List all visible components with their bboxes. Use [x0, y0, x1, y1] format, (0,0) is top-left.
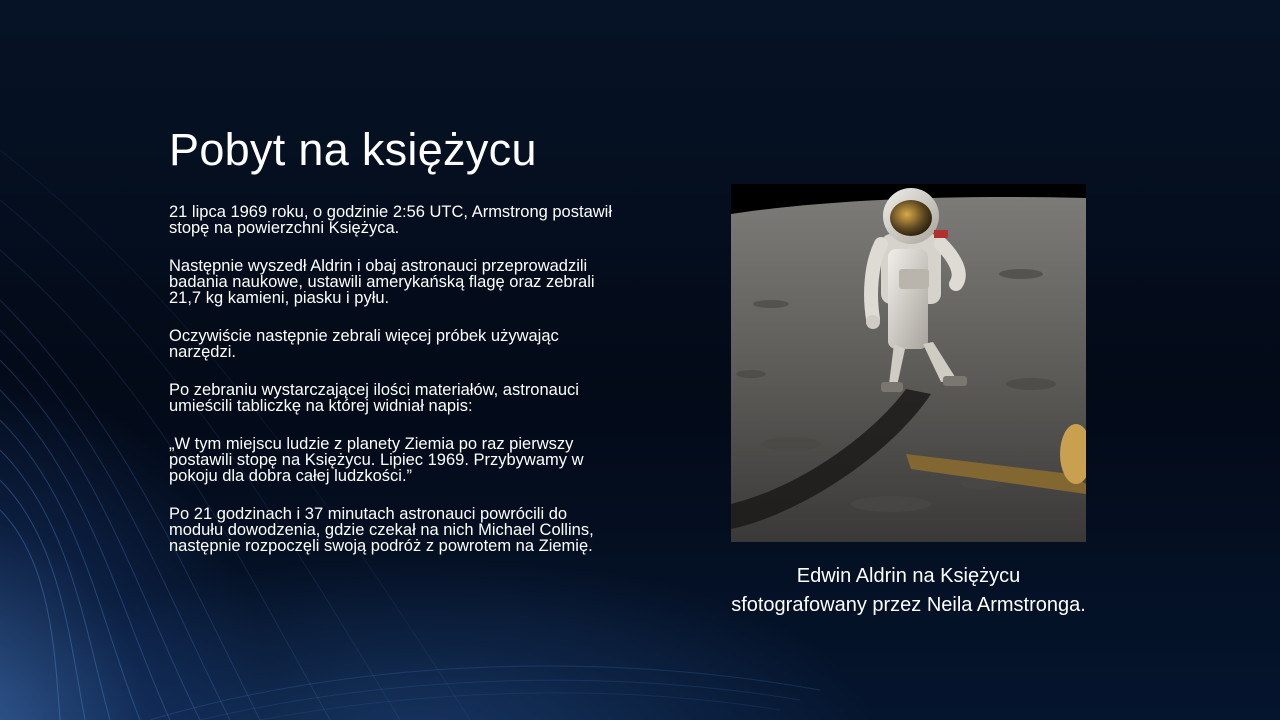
slide-body [169, 204, 624, 576]
paragraph-landing: 21 lipca 1969 roku, o godzinie 2:56 UTC, Armstrong postawił stopę na powierzchni Księżyca. [169, 203, 612, 237]
photo-caption: Edwin Aldrin na Księżycu sfotografowany przez Neila Armstronga. [731, 565, 1086, 616]
aldrin-moon-photo [731, 184, 1086, 542]
paragraph-aldrin-research: Następnie wyszedł Aldrin i obaj astronauci przeprowadzili badania naukowe, ustawili amerykańską flagę oraz zebrali 21,7 kg kamieni, piasku i pyłu. [169, 257, 595, 307]
paragraph-plaque-intro: Po zebraniu wystarczającej ilości materiałów, astronauci umieścili tabliczkę na której widniał napis: [169, 381, 579, 415]
paragraph-samples: Oczywiście następnie zebrali więcej próbek używając narzędzi. [169, 327, 559, 361]
slide-title: Pobyt na księżycu [169, 124, 537, 175]
paragraph-plaque-quote: „W tym miejscu ludzie z planety Ziemia po raz pierwszy postawili stopę na Księżycu. Lipiec 1969. Przybywamy w pokoju dla dobra całej ludzkości.” [169, 435, 584, 485]
paragraph-return: Po 21 godzinach i 37 minutach astronauci powrócili do modułu dowodzenia, gdzie czekał na nich Michael Collins, następnie rozpoczęli swoją podróż z powrotem na Ziemię. [169, 505, 594, 555]
